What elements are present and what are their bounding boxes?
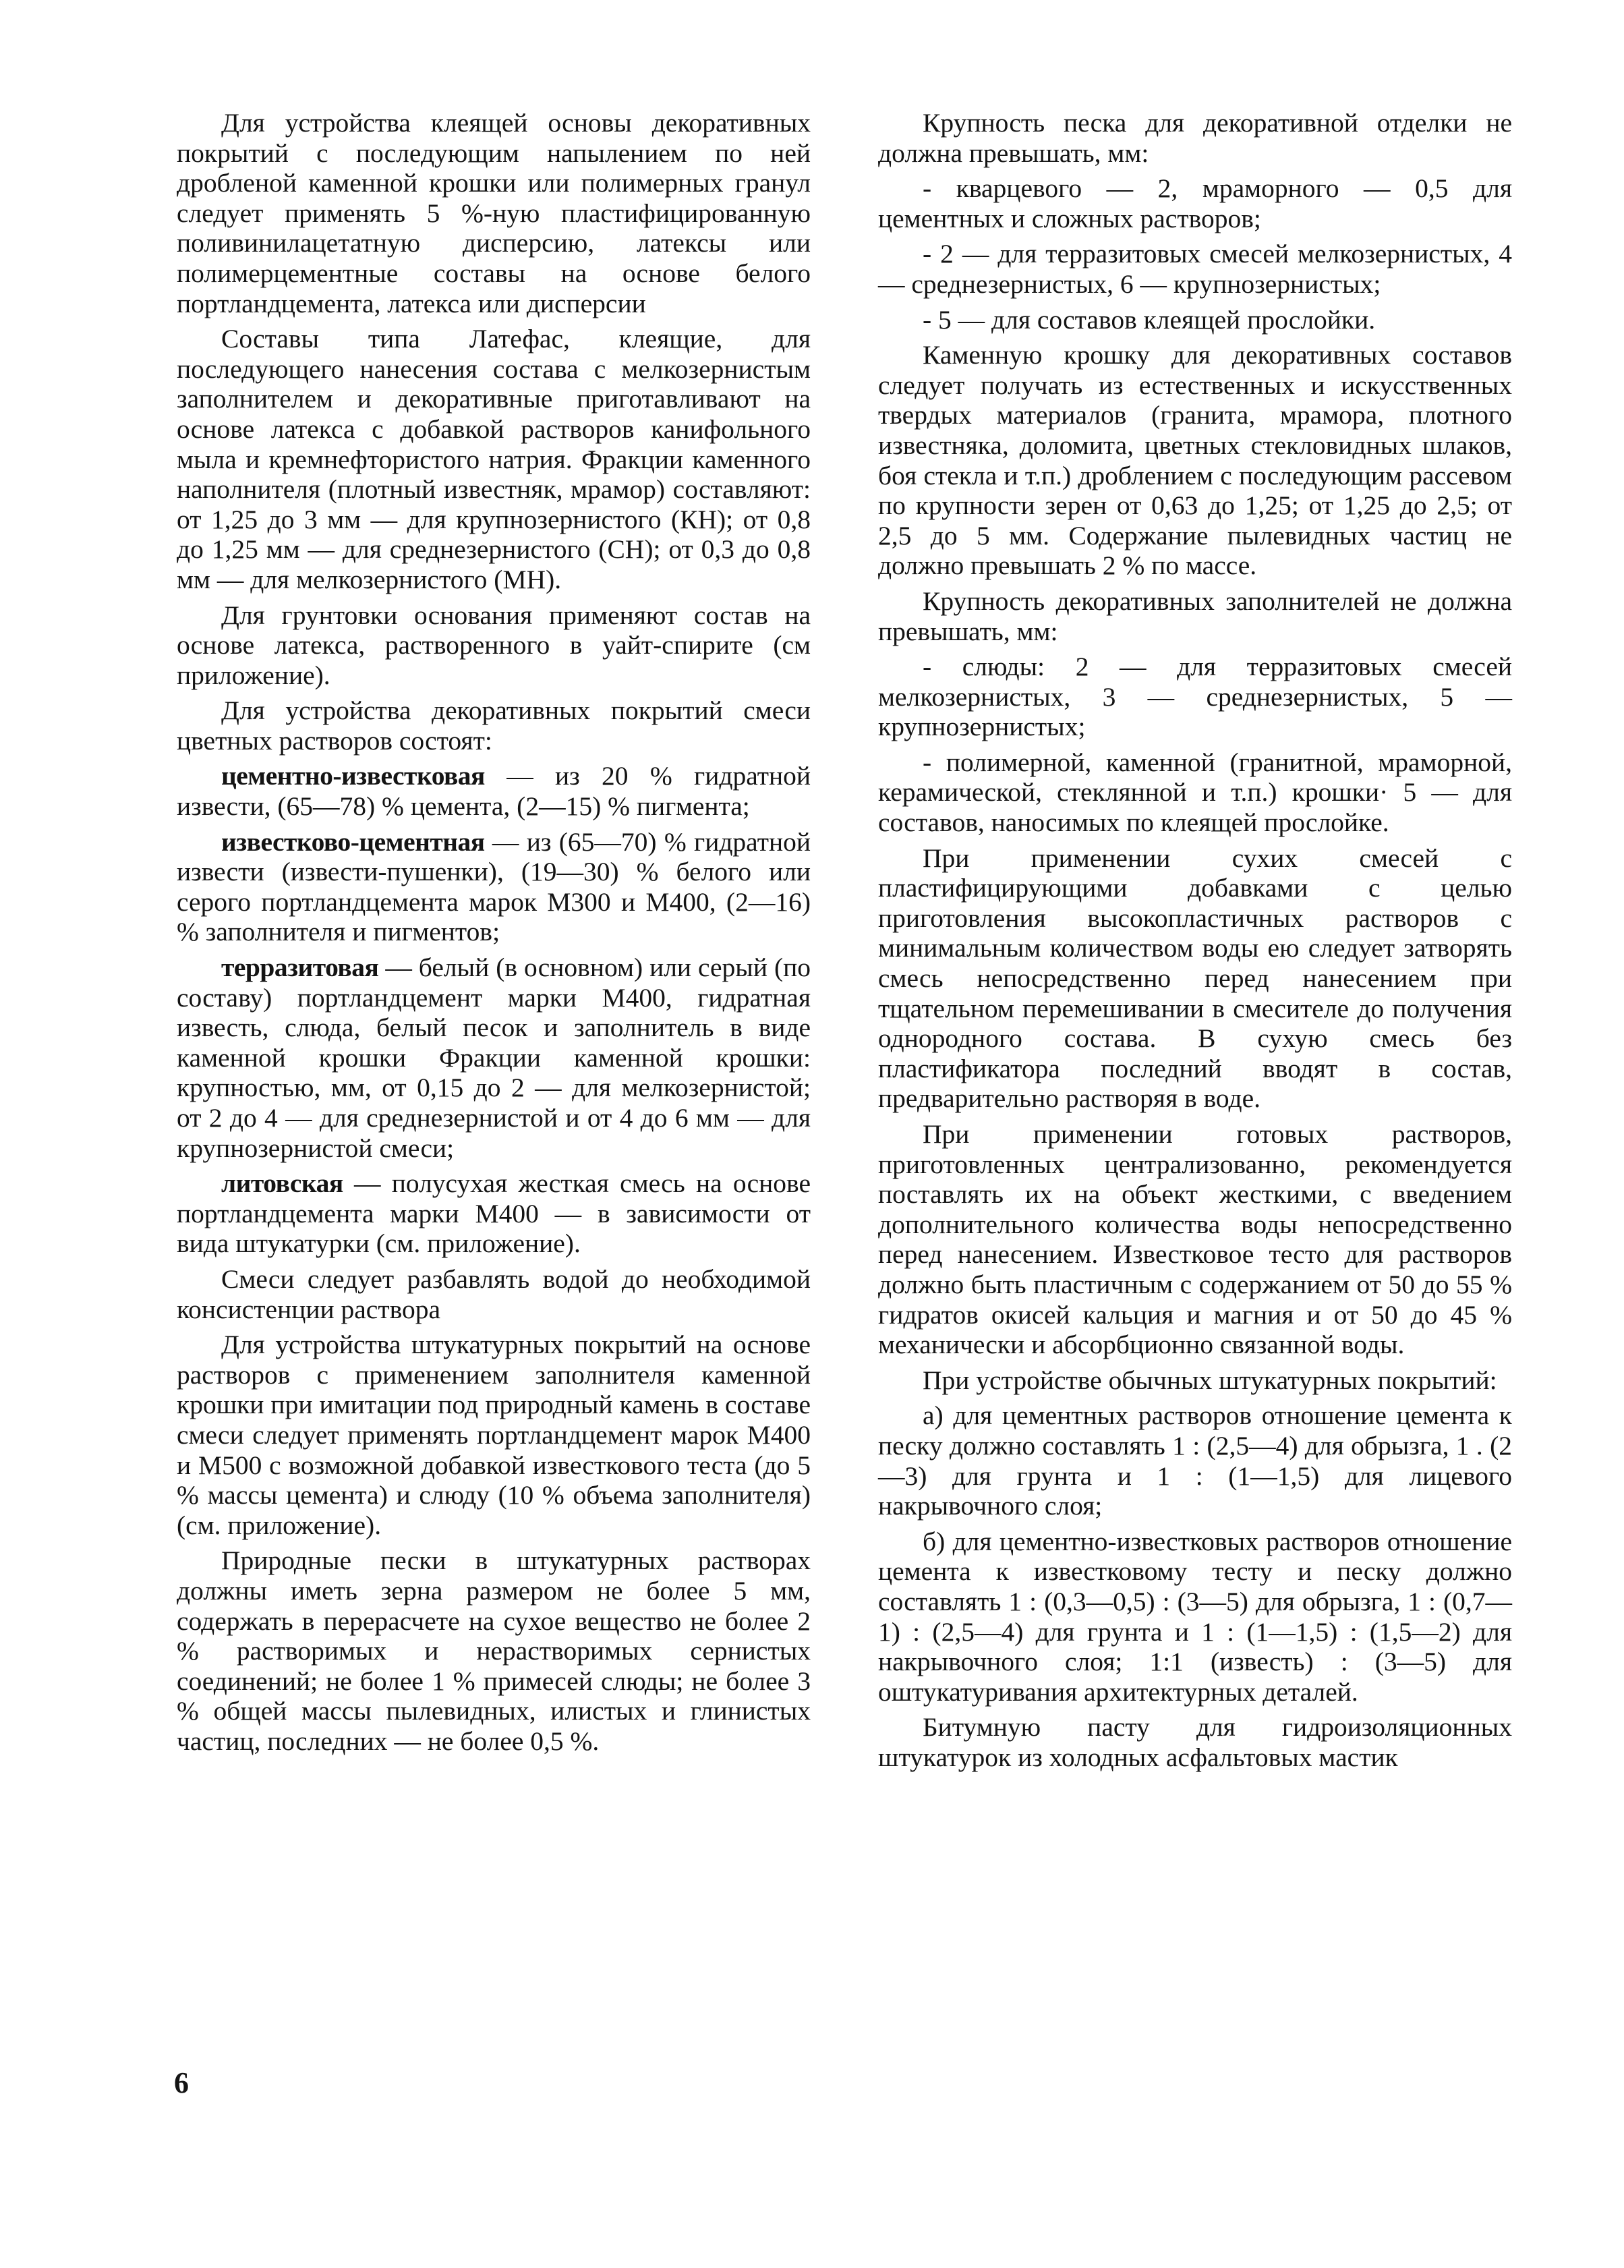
mix-definition: терразитовая — белый (в основном) или серый (по составу) портландцемент марки М400, гидратная известь, слюда, белый песок и заполнитель в виде каменной крошки Фракции каменной крошки: крупностью, мм, от 0,15 до 2 — для мелкозернистой; от 2 до 4 — для среднезернистой и от 4 до 6 мм — для крупнозернистой смеси; xyxy=(177,953,811,1163)
paragraph: Для грунтовки основания применяют состав на основе латекса, растворенного в уайт-спирите (см приложение). xyxy=(177,600,811,690)
mix-definition: литовская — полусухая жесткая смесь на основе портландцемента марки М400 — в зависимости от вида штукатурки (см. приложение). xyxy=(177,1168,811,1259)
list-item: - слюды: 2 — для терразитовых смесей мелкозернистых, 3 — среднезернистых, 5 — крупнозернистых; xyxy=(878,652,1512,742)
paragraph: Крупность декоративных заполнителей не должна превышать, мм: xyxy=(878,586,1512,646)
right-column xyxy=(878,108,1512,1778)
list-item: - кварцевого — 2, мраморного — 0,5 для цементных и сложных растворов; xyxy=(878,173,1512,233)
page-number: 6 xyxy=(174,2066,189,2099)
paragraph: При устройстве обычных штукатурных покрытий: xyxy=(923,1365,1497,1395)
mix-term: известково-цементная xyxy=(221,826,485,857)
paragraph: Для устройства клеящей основы декоративных покрытий с последующим напылением по ней дробленой каменной крошки или полимерных гранул следует применять 5 %-ную пластифицированную поливинилацетатную дисперсию, латексы или полимерцементные составы на основе белого портландцемента, латекса или дисперсии xyxy=(177,108,811,318)
mix-definition: цементно-известковая — из 20 % гидратной извести, (65—78) % цемента, (2—15) % пигмента; xyxy=(177,761,811,822)
mix-term: терразитовая xyxy=(221,953,379,983)
list-item: - 5 — для составов клеящей прослойки. xyxy=(923,304,1376,335)
paragraph: Для устройства штукатурных покрытий на основе растворов с применением заполнителя каменной крошки при имитации под природный камень в составе смеси следует применять портландцемент марок М400 и М500 с возможной добавкой известкового теста (до 5 % массы цемента) и слюду (10 % объема заполнителя) (см. приложение). xyxy=(177,1330,811,1540)
left-column xyxy=(177,108,811,1761)
list-item: - 2 — для терразитовых смесей мелкозернистых, 4 — среднезернистых, 6 — крупнозернистых; xyxy=(878,239,1512,299)
mix-definition: известково-цементная — из (65—70) % гидратной извести (извести-пушенки), (19—30) % белого или серого портландцемента марок М300 и М400, (2—16) % заполнителя и пигментов; xyxy=(177,826,811,947)
paragraph: Битумную пасту для гидроизоляционных штукатурок из холодных асфальтовых мастик xyxy=(878,1712,1512,1772)
mix-term: литовская xyxy=(221,1168,343,1199)
paragraph: Для устройства декоративных покрытий смеси цветных растворов состоят: xyxy=(177,696,811,756)
list-item: а) для цементных растворов отношение цемента к песку должно составлять 1 : (2,5—4) для обрызга, 1 . (2—3) для грунта и 1 : (1—1,5) для лицевого накрывочного слоя; xyxy=(878,1400,1512,1521)
paragraph: Составы типа Латефас, клеящие, для последующего нанесения состава с мелкозернистым заполнителем и декоративные приготавливают на основе латекса с добавкой растворов канифольного мыла и кремнефтористого натрия. Фракции каменного наполнителя (плотный известняк, мрамор) составляют: от 1,25 до 3 мм — для крупнозернистого (КН); от 0,8 до 1,25 мм — для среднезернистого (СН); от 0,3 до 0,8 мм — для мелкозернистого (МН). xyxy=(177,324,811,594)
mix-term: цементно-известковая xyxy=(221,761,485,791)
list-item: б) для цементно-известковых растворов отношение цемента к известковому тесту и песку должно составлять 1 : (0,3—0,5) : (3—5) для обрызга, 1 : (0,7—1) : (2,5—4) для грунта и 1 : (1—1,5) : (1,5—2) для накрывочного слоя; 1:1 (известь) : (3—5) для оштукатуривания архитектурных деталей. xyxy=(878,1526,1512,1707)
paragraph: При применении готовых растворов, приготовленных централизованно, рекомендуется поставлять их на объект жесткими, с введением дополнительного количества воды непосредственно перед нанесением. Известковое тесто для растворов должно быть пластичным с содержанием от 50 до 55 % гидратов окисей кальция и магния и от 50 до 45 % механически и абсорбционно связанной воды. xyxy=(878,1119,1512,1360)
paragraph: Каменную крошку для декоративных составов следует получать из естественных и искусственных твердых материалов (гранита, мрамора, плотного известняка, доломита, цветных стекловидных шлаков, боя стекла и т.п.) дроблением с последующим рассевом по крупности зерен от 0,63 до 1,25; от 1,25 до 2,5; от 2,5 до 5 мм. Содержание пылевидных частиц не должно превышать 2 % по массе. xyxy=(878,340,1512,581)
paragraph: Смеси следует разбавлять водой до необходимой консистенции раствора xyxy=(177,1264,811,1324)
paragraph: Крупность песка для декоративной отделки не должна превышать, мм: xyxy=(878,108,1512,168)
list-item: - полимерной, каменной (гранитной, мраморной, керамической, стеклянной и т.п.) крошки· 5 — для составов, наносимых по клеящей прослойке. xyxy=(878,747,1512,838)
paragraph: Природные пески в штукатурных растворах должны иметь зерна размером не более 5 мм, содержать в перерасчете на сухое вещество не более 2 % растворимых и нерастворимых сернистых соединений; не более 1 % примесей слюды; не более 3 % общей массы пылевидных, илистых и глинистых частиц, последних — не более 0,5 %. xyxy=(177,1546,811,1756)
paragraph: При применении сухих смесей с пластифицирующими добавками с целью приготовления высокопластичных растворов с минимальным количеством воды ею следует затворять смесь непосредственно перед нанесением при тщательном перемешивании в смесителе до получения однородного состава. В сухую смесь без пластификатора последний вводят в состав, предварительно растворяя в воде. xyxy=(878,843,1512,1114)
